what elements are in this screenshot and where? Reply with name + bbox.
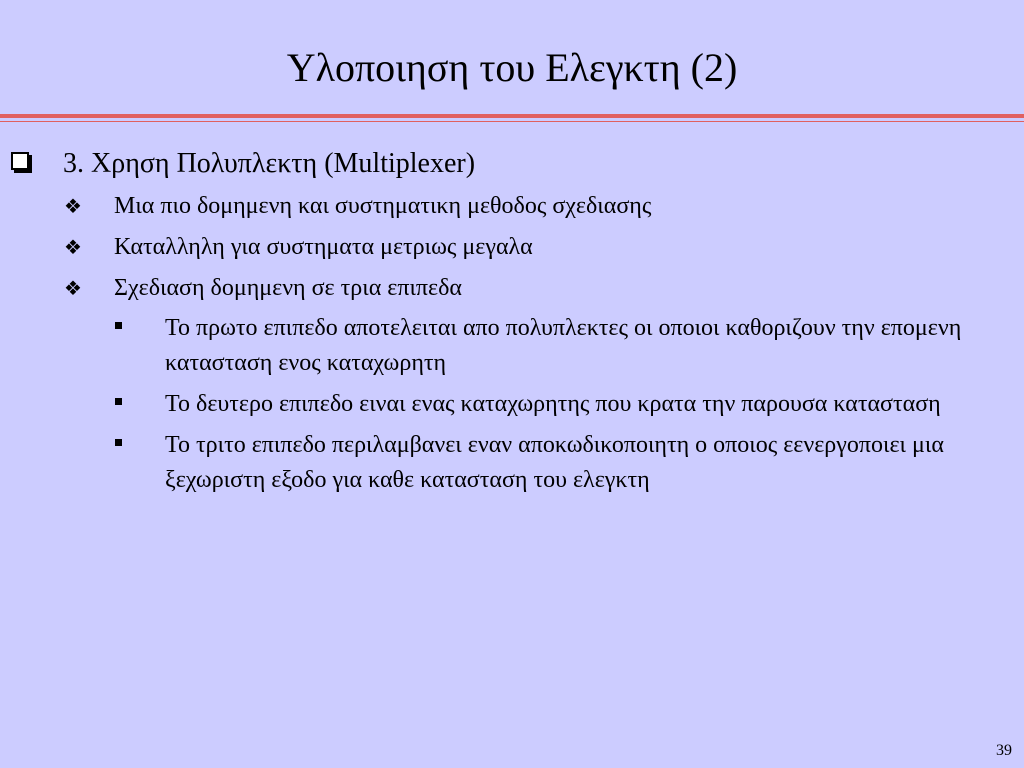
four-diamond-icon: ❖ [64, 235, 82, 259]
four-diamond-icon: ❖ [64, 194, 82, 218]
bullet-level2-item [0, 268, 1024, 309]
title-divider-thin [0, 121, 1024, 122]
four-diamond-icon: ❖ [64, 276, 82, 300]
hollow-square-icon [11, 152, 29, 170]
bullet-level2-text: Σχεδιαση δομημενη σε τρια επιπεδα [114, 275, 462, 301]
slide-title: Υλοποιηση του Ελεγκτη (2) [286, 45, 738, 90]
bullet-level1-item [0, 142, 1024, 186]
bullet-level3-item [0, 385, 1024, 422]
bullet-level2-text: Καταλληλη για συστηματα μετριως μεγαλα [114, 234, 533, 260]
bullet-level3-text: Το τριτο επιπεδο περιλαμβανει εναν αποκωδικοποιητη ο οποιος εενεργοποιει μια ξεχωριστη εξοδο για καθε κατασταση του ελεγκτη [165, 432, 944, 493]
filled-square-icon [115, 439, 122, 446]
bullet-level1-text: 3. Χρηση Πολυπλεκτη (Multiplexer) [63, 148, 476, 179]
bullet-level3-item [0, 426, 1024, 498]
bullet-list [0, 142, 1024, 502]
bullet-level2-item [0, 227, 1024, 268]
bullet-level2-item [0, 186, 1024, 227]
title-divider-thick [0, 114, 1024, 118]
bullet-level3-text: Το δευτερο επιπεδο ειναι ενας καταχωρητης που κρατα την παρουσα κατασταση [165, 391, 941, 417]
page-number: 39 [996, 742, 1012, 759]
filled-square-icon [115, 322, 122, 329]
bullet-level3-item [0, 309, 1024, 381]
bullet-level2-text: Μια πιο δομημενη και συστηματικη μεθοδος σχεδιασης [114, 193, 652, 219]
filled-square-icon [115, 398, 122, 405]
bullet-level3-text: Το πρωτο επιπεδο αποτελειται απο πολυπλεκτες οι οποιοι καθοριζουν την επομενη κατασταση ενος καταχωρητη [165, 315, 962, 376]
